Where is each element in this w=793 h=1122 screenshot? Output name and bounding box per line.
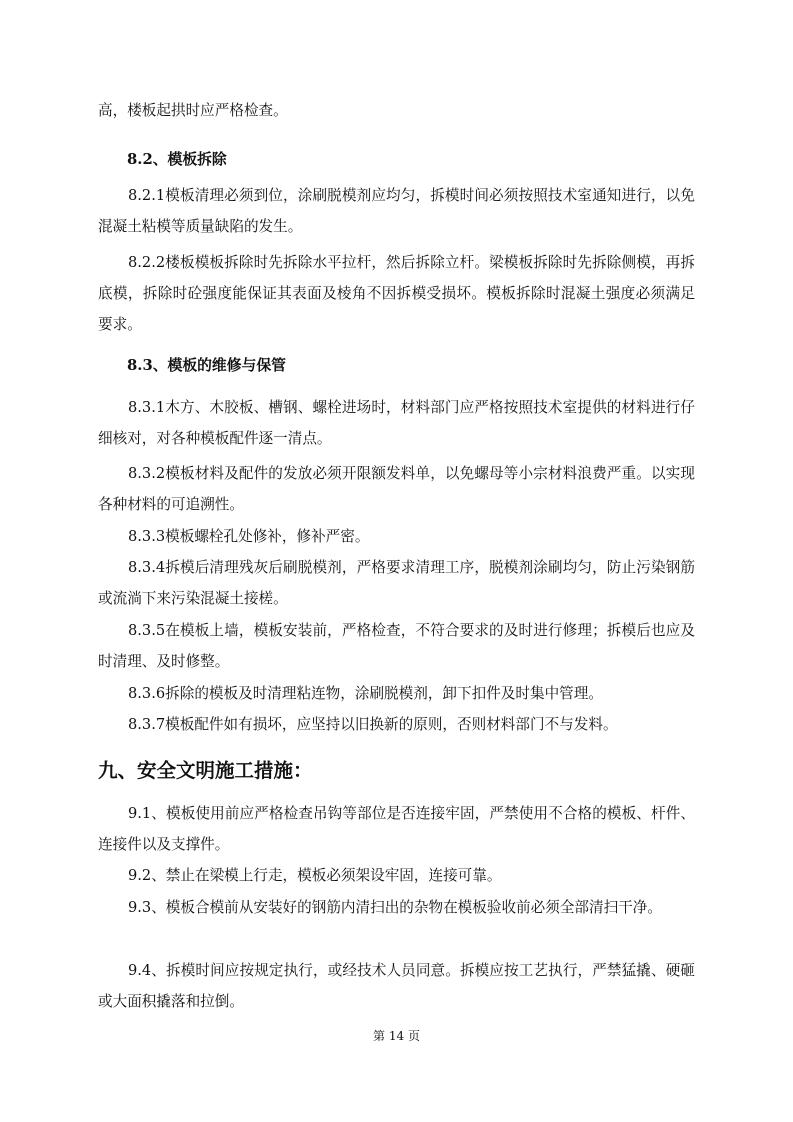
paragraph-8-2-2: 8.2.2楼板模板拆除时先拆除水平拉杆，然后拆除立杆。梁模板拆除时先拆除侧模，再拆底模，拆除时砼强度能保证其表面及棱角不因拆模受损坏。模板拆除时混凝土强度必须满足要求。 — [98, 254, 695, 333]
section-heading-8-2: 8.2、模板拆除 — [127, 151, 227, 168]
paragraph-8-2-1: 8.2.1模板清理必须到位，涂刷脱模剂应均匀，拆模时间必须按照技术室通知进行，以免混凝土粘模等质量缺陷的发生。 — [98, 187, 695, 235]
paragraph-8-3-3: 8.3.3模板螺栓孔处修补，修补严密。 — [128, 528, 370, 545]
paragraph-8-3-6: 8.3.6拆除的模板及时清理粘连物，涂刷脱模剂，卸下扣件及时集中管理。 — [128, 685, 603, 702]
paragraph-8-3-5: 8.3.5在模板上墙，模板安装前，严格检查，不符合要求的及时进行修理；拆模后也应及时清理、及时修整。 — [98, 622, 695, 670]
paragraph-8-3-7: 8.3.7模板配件如有损坏，应坚持以旧换新的原则，否则材料部门不与发料。 — [128, 716, 618, 733]
paragraph-9-1: 9.1、模板使用前应严格检查吊钩等部位是否连接牢固，严禁使用不合格的模板、杆件、连接件以及支撑件。 — [98, 805, 695, 853]
chapter-heading-9: 九、安全文明施工措施： — [98, 759, 313, 782]
paragraph-8-3-1: 8.3.1木方、木胶板、槽钢、螺栓进场时，材料部门应严格按照技术室提供的材料进行仔细核对，对各种模板配件逐一清点。 — [98, 399, 695, 447]
continued-paragraph: 高，楼板起拱时应严格检查。 — [98, 102, 288, 119]
paragraph-8-3-4: 8.3.4拆模后清理残灰后刷脱模剂，严格要求清理工序，脱模剂涂刷均匀，防止污染钢筋或流淌下来污染混凝土接槎。 — [98, 559, 695, 607]
paragraph-9-3: 9.3、模板合模前从安装好的钢筋内清扫出的杂物在模板验收前必须全部清扫干净。 — [128, 899, 662, 916]
section-heading-8-3: 8.3、模板的维修与保管 — [127, 357, 286, 374]
paragraph-9-2: 9.2、禁止在梁模上行走，模板必须架设牢固，连接可靠。 — [128, 867, 502, 884]
paragraph-9-4: 9.4、拆模时间应按规定执行，或经技术人员同意。拆模应按工艺执行，严禁猛撬、硬砸或大面积撬落和拉倒。 — [98, 962, 695, 1010]
paragraph-8-3-2: 8.3.2模板材料及配件的发放必须开限额发料单，以免螺母等小宗材料浪费严重。以实现各种材料的可追溯性。 — [98, 465, 695, 513]
page-number: 第 14 页 — [373, 1029, 420, 1043]
